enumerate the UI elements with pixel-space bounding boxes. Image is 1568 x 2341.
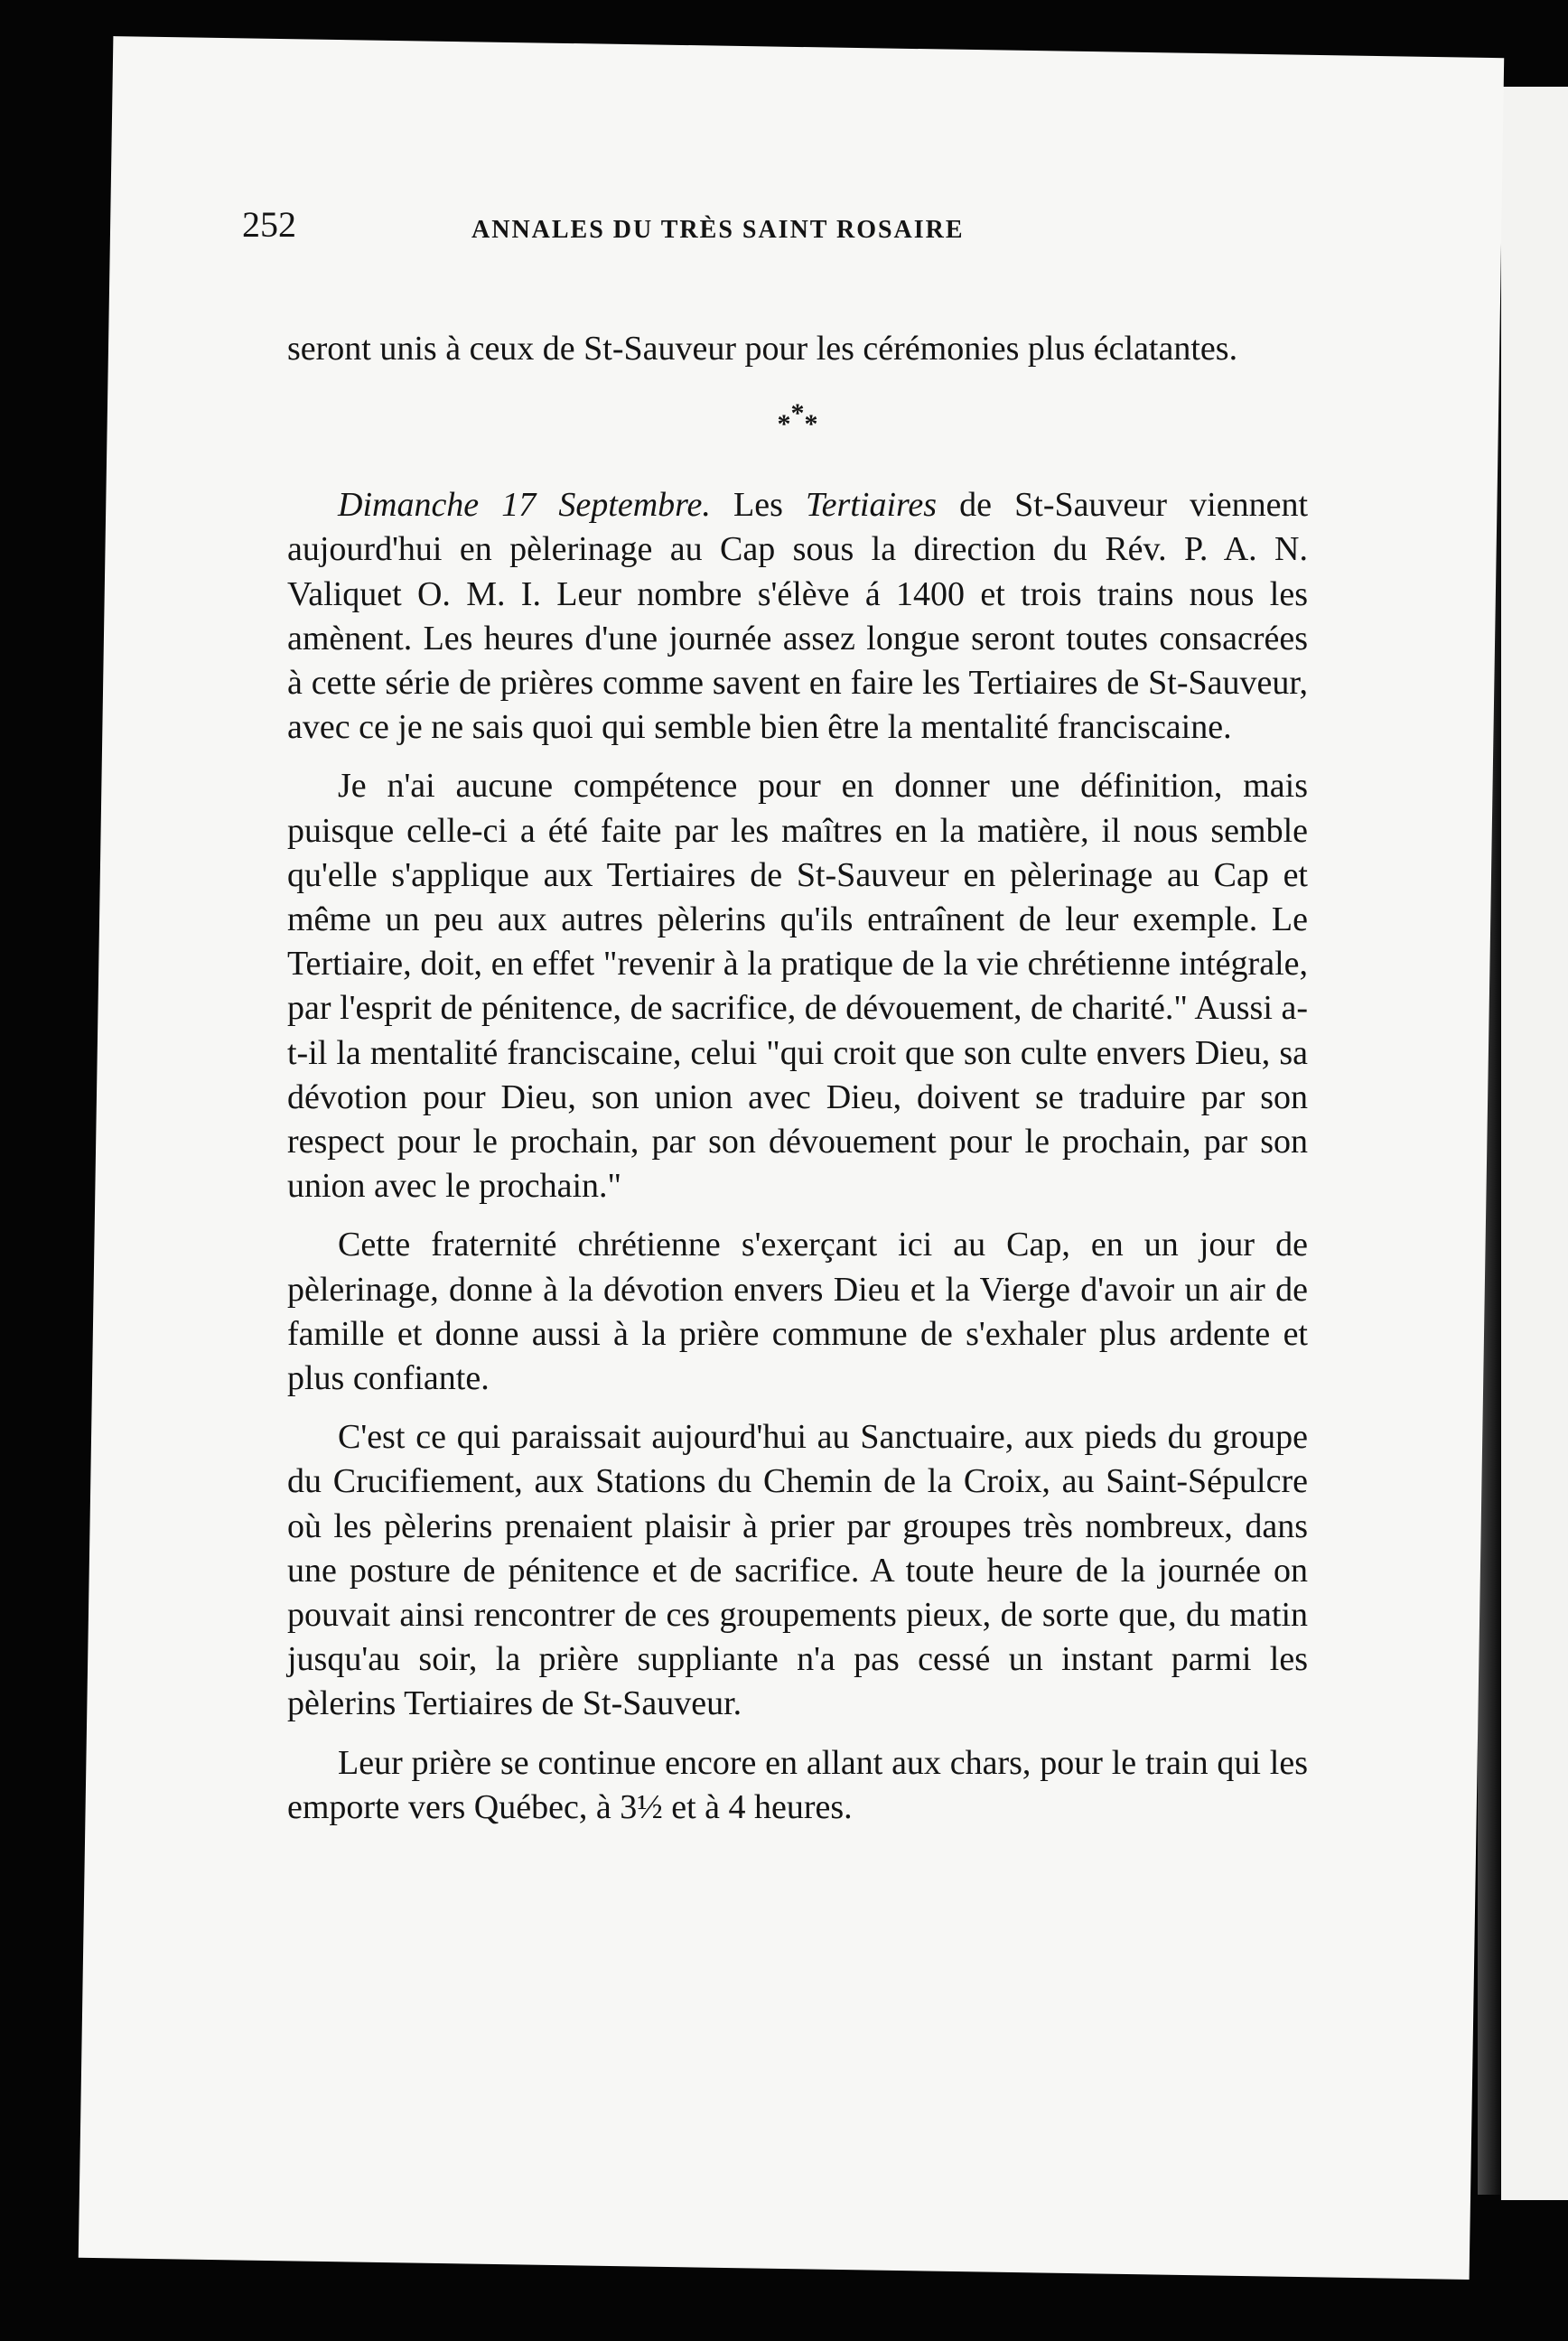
page-number: 252	[242, 204, 296, 245]
asterism-star-middle: *	[790, 398, 805, 429]
paragraph-2: Je n'ai aucune compétence pour en donner une définition, mais puisque celle-ci a été faite par les maîtres en la matière, il nous semble qu'elle s'applique aux Tertiaires de St-Sauveur en pèlerinage au Cap et même un peu aux autres pèlerins qu'ils entraînent de leur exemple. Le Tertiaire, doit, en effet "revenir à la pratique de la vie chrétienne intégrale, par l'esprit de pénitence, de sacrifice, de dévouement, de charité." Aussi a-t-il la mentalité franciscaine, celui "qui croit que son culte envers Dieu, sa dévotion pour Dieu, son union avec Dieu, doivent se traduire par son respect pour le prochain, par son dévouement pour le prochain, par son union avec le prochain."	[287, 767, 1308, 1206]
page-text	[287, 327, 1308, 1830]
continuation-paragraph: seront unis à ceux de St-Sauveur pour les cérémonies plus éclatantes.	[287, 330, 1238, 368]
running-title: ANNALES DU TRÈS SAINT ROSAIRE	[471, 216, 965, 244]
paragraph-4: C'est ce qui paraissait aujourd'hui au Sanctuaire, aux pieds du groupe du Crucifiement, aux Stations du Chemin de la Croix, au Saint-Sépulcre où les pèlerins prenaient plaisir à prier par groupes très nombreux, dans une posture de pénitence et de sacrifice. A toute heure de la journée on pouvait ainsi rencontrer de ces groupements pieux, de sorte que, du matin jusqu'au soir, la prière suppliante n'a pas cessé un instant parmi les pèlerins Tertiaires de St-Sauveur.	[287, 1418, 1308, 1723]
paragraph-1-date: Dimanche 17 Septembre.	[338, 486, 711, 525]
asterism-divider	[287, 398, 1308, 440]
asterism-star-left: *	[777, 409, 791, 440]
page-header	[242, 203, 1317, 257]
paragraph-5: Leur prière se continue encore en allant aux chars, pour le train qui les emporte vers Québec, à 3½ et à 4 heures.	[287, 1743, 1308, 1826]
facing-page-edge	[1501, 87, 1568, 2200]
paragraph-1-part-b: de St-Sauveur viennent aujourd'hui en pèlerinage au Cap sous la direction du Rév. P. A. N. Valiquet O. M. I. Leur nombre s'élève á 1400 et trois trains nous les amènent. Les heures d'une journée assez longue seront toutes consacrées à cette série de prières comme savent en faire les Tertiaires de St-Sauveur, avec ce je ne sais quoi qui semble bien être la mentalité franciscaine.	[287, 486, 1308, 747]
paragraph-1-part-a: Les	[710, 486, 807, 525]
paragraph-1	[287, 483, 1308, 750]
asterism-star-right: *	[804, 409, 818, 440]
paragraph-1-tertiaires: Tertiaires	[806, 486, 938, 525]
paragraph-3: Cette fraternité chrétienne s'exerçant ici au Cap, en un jour de pèlerinage, donne à la dévotion envers Dieu et la Vierge d'avoir un air de famille et donne aussi à la prière commune de s'exhaler plus ardente et plus confiante.	[287, 1226, 1308, 1398]
